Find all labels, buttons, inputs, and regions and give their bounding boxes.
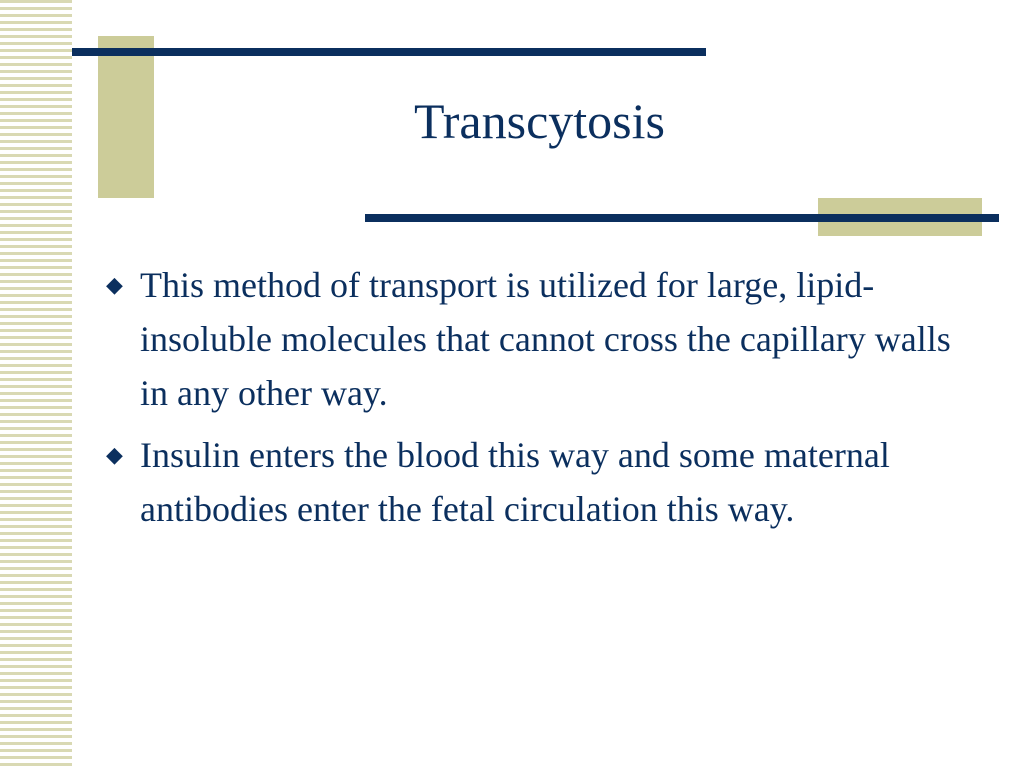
diamond-bullet-icon: ◆ <box>106 272 123 297</box>
bullet-text: This method of transport is utilized for large, lipid-insoluble molecules that cannot cross the capillary walls in any other way. <box>140 265 951 413</box>
bullet-item <box>104 428 984 536</box>
diamond-bullet-icon: ◆ <box>106 442 123 467</box>
bullet-list <box>104 258 984 544</box>
decorative-rule-top <box>72 48 706 56</box>
bullet-item <box>104 258 984 420</box>
decorative-rule-bottom <box>365 214 999 222</box>
bullet-text: Insulin enters the blood this way and some maternal antibodies enter the fetal circulation this way. <box>140 435 890 529</box>
slide-title: Transcytosis <box>414 93 665 149</box>
decorative-side-stripes <box>0 0 72 768</box>
decorative-accent-block-top <box>98 36 154 198</box>
